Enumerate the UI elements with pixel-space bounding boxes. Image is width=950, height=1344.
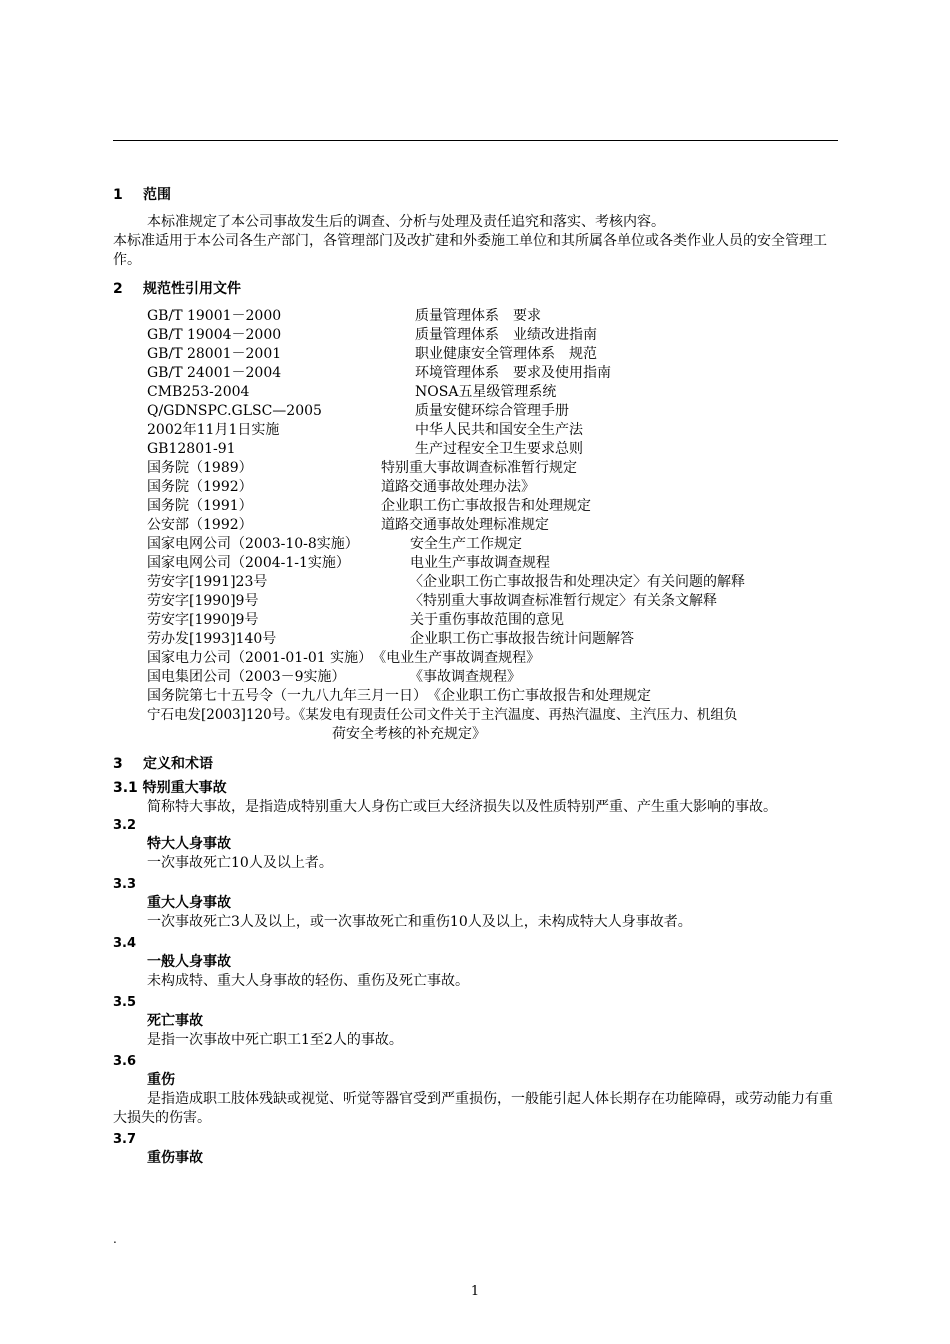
term-number: 3.2 — [113, 818, 137, 833]
section-1-para-2: 本标准适用于本公司各生产部门，各管理部门及改扩建和外委施工单位和其所属各单位或各类作业人员的安全管理工作。 — [113, 233, 827, 268]
reference-item: GB/T 19001－2000 质量管理体系 要求 — [147, 308, 541, 324]
reference-item: 国务院第七十五号令（一九八九年三月一日） 《企业职工伤亡事故报告和处理规定 — [147, 688, 651, 704]
reference-item: 国家电网公司（2004-1-1实施） 电业生产事故调查规程 — [147, 555, 550, 571]
reference-item-last: 宁石电发[2003]120号。《某发电有现责任公司文件关于主汽温度、再热汽温度、主汽压力、机组负 — [147, 707, 738, 723]
term-title: 重大人身事故 — [147, 895, 231, 911]
term-title: 重伤事故 — [147, 1150, 203, 1166]
term-number: 3.3 — [113, 877, 137, 892]
reference-item: 国家电力公司（2001-01-01 实施） 《电业生产事故调查规程》 — [147, 650, 541, 666]
reference-item: 国务院（1991） 企业职工伤亡事故报告和处理规定 — [147, 498, 591, 514]
reference-item: 国务院（1989） 特别重大事故调查标准暂行规定 — [147, 460, 577, 476]
term-3-1-heading: 3.1 特别重大事故 — [113, 780, 227, 796]
section-3-heading — [113, 755, 838, 774]
reference-item: GB/T 19004－2000 质量管理体系 业绩改进指南 — [147, 327, 597, 343]
term-title: 特大人身事故 — [147, 836, 231, 852]
page-number: 1 — [470, 1284, 480, 1299]
section-3-title: 定义和术语 — [143, 756, 213, 772]
reference-item: 劳安字[1990]9号 〈特别重大事故调查标准暂行规定〉有关条文解释 — [147, 593, 717, 609]
reference-item: GB/T 28001－2001 职业健康安全管理体系 规范 — [147, 346, 597, 362]
section-1-number: 1 — [113, 187, 123, 203]
reference-item: 2002年11月1日实施 中华人民共和国安全生产法 — [147, 422, 583, 438]
footer-dot: . — [113, 1232, 117, 1246]
reference-item: 国家电网公司（2003-10-8实施） 安全生产工作规定 — [147, 536, 522, 552]
term-3-1-body: 简称特大事故，是指造成特别重大人身伤亡或巨大经济损失以及性质特别严重、产生重大影响的事故。 — [147, 799, 777, 815]
term-body: 未构成特、重大人身事故的轻伤、重伤及死亡事故。 — [147, 973, 469, 989]
term-body: 一次事故死亡10人及以上者。 — [147, 855, 333, 871]
reference-item: GB/T 24001－2004 环境管理体系 要求及使用指南 — [147, 365, 611, 381]
term-title: 重伤 — [147, 1072, 175, 1088]
reference-list — [113, 307, 838, 744]
reference-item: 劳安字[1990]9号 关于重伤事故范围的意见 — [147, 612, 564, 628]
reference-item: GB12801-91 生产过程安全卫生要求总则 — [147, 441, 583, 457]
header-rule — [113, 140, 838, 141]
section-3-number: 3 — [113, 756, 123, 772]
term-number: 3.4 — [113, 936, 137, 951]
term-number: 3.6 — [113, 1054, 137, 1069]
reference-item-last-continued: 荷安全考核的补充规定》 — [332, 726, 486, 742]
term-number: 3.5 — [113, 995, 137, 1010]
reference-item: CMB253-2004 NOSA五星级管理系统 — [147, 384, 557, 400]
section-2-number: 2 — [113, 281, 123, 297]
reference-item: Q/GDNSPC.GLSC—2005 质量安健环综合管理手册 — [147, 403, 569, 419]
reference-item: 劳安字[1991]23号 〈企业职工伤亡事故报告和处理决定〉有关问题的解释 — [147, 574, 745, 590]
reference-item: 国务院（1992） 道路交通事故处理办法》 — [147, 479, 535, 495]
reference-item: 公安部（1992） 道路交通事故处理标准规定 — [147, 517, 549, 533]
term-number: 3.7 — [113, 1132, 137, 1147]
term-body: 一次事故死亡3人及以上，或一次事故死亡和重伤10人及以上，未构成特大人身事故者。 — [147, 914, 692, 930]
reference-item: 国电集团公司（2003－9实施） 《事故调查规程》 — [147, 669, 521, 685]
term-body: 是指造成职工肢体残缺或视觉、听觉等器官受到严重损伤，一般能引起人体长期存在功能障碍，或劳动能力有重大损失的伤害。 — [113, 1091, 833, 1126]
section-2-heading — [113, 280, 838, 299]
term-title: 一般人身事故 — [147, 954, 231, 970]
section-1-para-1: 本标准规定了本公司事故发生后的调查、分析与处理及责任追究和落实、考核内容。 — [147, 214, 665, 230]
section-1-title: 范围 — [143, 187, 171, 203]
reference-item: 劳办发[1993]140号 企业职工伤亡事故报告统计问题解答 — [147, 631, 634, 647]
term-body: 是指一次事故中死亡职工1至2人的事故。 — [147, 1032, 403, 1048]
document-body — [113, 186, 838, 1168]
section-1-heading — [113, 186, 838, 205]
section-2-title: 规范性引用文件 — [143, 281, 241, 297]
term-title: 死亡事故 — [147, 1013, 203, 1029]
